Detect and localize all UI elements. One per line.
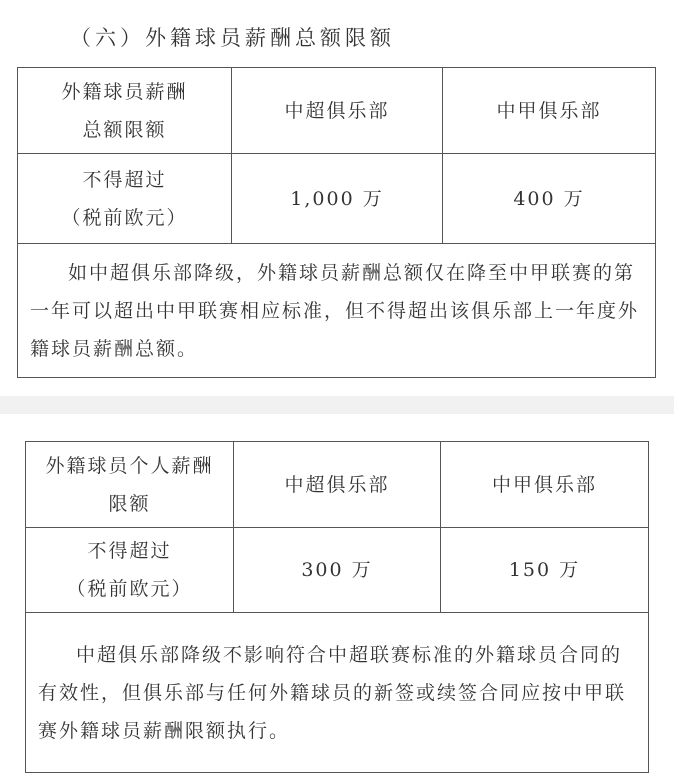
note-row	[26, 613, 649, 773]
csl-value-cell: 300 万	[234, 528, 441, 613]
label-line: （税前欧元）	[61, 206, 188, 229]
header-cl1-cell: 中甲俱乐部	[441, 442, 649, 528]
header-cl1-cell: 中甲俱乐部	[443, 68, 656, 154]
note-text: 如中超俱乐部降级，外籍球员薪酬总额仅在降至中甲联赛的第一年可以超出中甲联赛相应标准，但不得超出该俱乐部上一年度外籍球员薪酬总额。	[18, 244, 656, 378]
table-row	[26, 528, 649, 613]
label-line: 限额	[108, 492, 151, 515]
foreign-player-total-salary-table	[17, 67, 656, 378]
table-row	[18, 154, 656, 244]
section-heading: （六）外籍球员薪酬总额限额	[70, 26, 395, 50]
foreign-player-individual-salary-table	[25, 441, 649, 773]
note-row	[18, 244, 656, 378]
header-csl-cell: 中超俱乐部	[234, 442, 441, 528]
label-line: 外籍球员薪酬	[61, 80, 188, 103]
header-label-cell	[18, 68, 232, 154]
label-line: 不得超过	[82, 168, 167, 191]
page-separator	[0, 396, 674, 414]
label-line: 不得超过	[87, 540, 172, 562]
cl1-value-cell: 400 万	[443, 154, 656, 244]
table-header-row	[18, 68, 656, 154]
cl1-value-cell: 150 万	[441, 528, 649, 613]
row-label-cell	[18, 154, 232, 244]
label-line: 外籍球员个人薪酬	[45, 454, 214, 477]
csl-value-cell: 1,000 万	[232, 154, 443, 244]
label-line: （税前欧元）	[66, 578, 193, 600]
row-label-cell	[26, 528, 234, 613]
note-text: 中超俱乐部降级不影响符合中超联赛标准的外籍球员合同的有效性，但俱乐部与任何外籍球员的新签或续签合同应按中甲联赛外籍球员薪酬限额执行。	[26, 613, 649, 773]
table-header-row	[26, 442, 649, 528]
label-line: 总额限额	[82, 118, 167, 141]
header-label-cell	[26, 442, 234, 528]
header-csl-cell: 中超俱乐部	[232, 68, 443, 154]
